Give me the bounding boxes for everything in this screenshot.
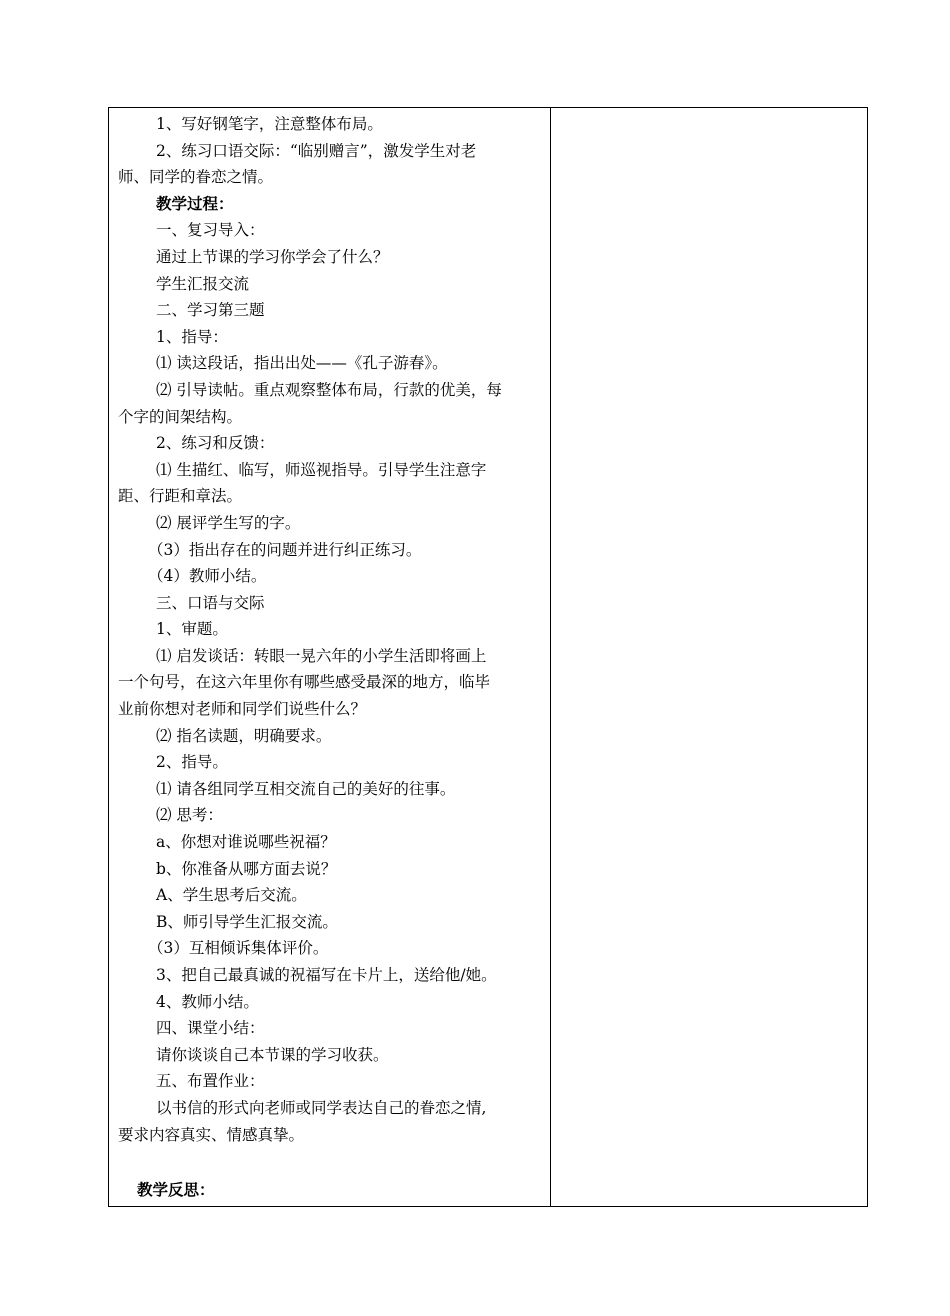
text-line: ⑴ 启发谈话：转眼一晃六年的小学生活即将画上	[156, 646, 487, 665]
text-line: 个字的间架结构。	[118, 407, 243, 426]
text-line: a、你想对谁说哪些祝福？	[156, 833, 336, 852]
text-line: 4、教师小结。	[156, 992, 259, 1011]
teaching-reflection-label: 教学反思：	[137, 1180, 215, 1199]
notes-cell	[551, 108, 867, 1206]
text-line: ⑵ 指名读题，明确要求。	[156, 726, 332, 745]
text-line: ⑴ 生描红、临写，师巡视指导。引导学生注意字	[156, 460, 487, 479]
text-line: B、师引导学生汇报交流。	[156, 912, 338, 931]
text-line: 五、布置作业：	[156, 1072, 265, 1091]
text-line: 三、口语与交际	[156, 593, 265, 612]
text-line: 1、审题。	[156, 620, 228, 639]
text-line: 二、学习第三题	[156, 301, 265, 320]
text-line: 以书信的形式向老师或同学表达自己的眷恋之情,	[156, 1098, 487, 1117]
lesson-table	[108, 107, 868, 1207]
section-heading: 教学过程：	[156, 193, 234, 213]
text-line: 通过上节课的学习你学会了什么？	[156, 247, 389, 266]
objective-line: 师、同学的眷恋之情。	[118, 168, 274, 187]
text-line: 一个句号，在这六年里你有哪些感受最深的地方，临毕	[118, 673, 491, 692]
text-line: （3）指出存在的问题并进行纠正练习。	[148, 540, 422, 559]
text-line: ⑵ 展评学生写的字。	[156, 513, 301, 532]
lesson-content-cell	[109, 108, 551, 1206]
text-line: 3、把自己最真诚的祝福写在卡片上，送给他/她。	[156, 966, 497, 984]
text-line: （4）教师小结。	[148, 567, 267, 586]
objective-line: 2、练习口语交际：“临别赠言”，激发学生对老	[156, 141, 477, 160]
text-line: 四、课堂小结：	[156, 1019, 265, 1038]
text-line: ⑴ 读这段话，指出出处——《孔子游春》。	[156, 354, 448, 373]
text-line: 要求内容真实、情感真挚。	[118, 1125, 305, 1144]
text-line: A、学生思考后交流。	[156, 886, 307, 905]
objective-line: 1、写好钢笔字，注意整体布局。	[156, 115, 383, 133]
text-line: 2、指导。	[156, 753, 228, 772]
text-line: 学生汇报交流	[156, 274, 250, 293]
text-line: 1、指导：	[156, 327, 228, 346]
text-line: 请你谈谈自己本节课的学习收获。	[156, 1045, 389, 1064]
text-line: ⑵ 引导读帖。重点观察整体布局，行款的优美，每	[156, 380, 502, 399]
text-line: 业前你想对老师和同学们说些什么？	[118, 700, 367, 719]
lesson-text	[118, 111, 543, 1148]
text-line: 距、行距和章法。	[118, 487, 243, 506]
text-line: 2、练习和反馈：	[156, 434, 275, 453]
text-line: （3）互相倾诉集体评价。	[148, 939, 329, 958]
text-line: ⑵ 思考：	[156, 806, 223, 825]
text-line: ⑴ 请各组同学互相交流自己的美好的往事。	[156, 779, 456, 798]
text-line: b、你准备从哪方面去说？	[156, 859, 337, 878]
text-line: 一、复习导入：	[156, 221, 265, 240]
